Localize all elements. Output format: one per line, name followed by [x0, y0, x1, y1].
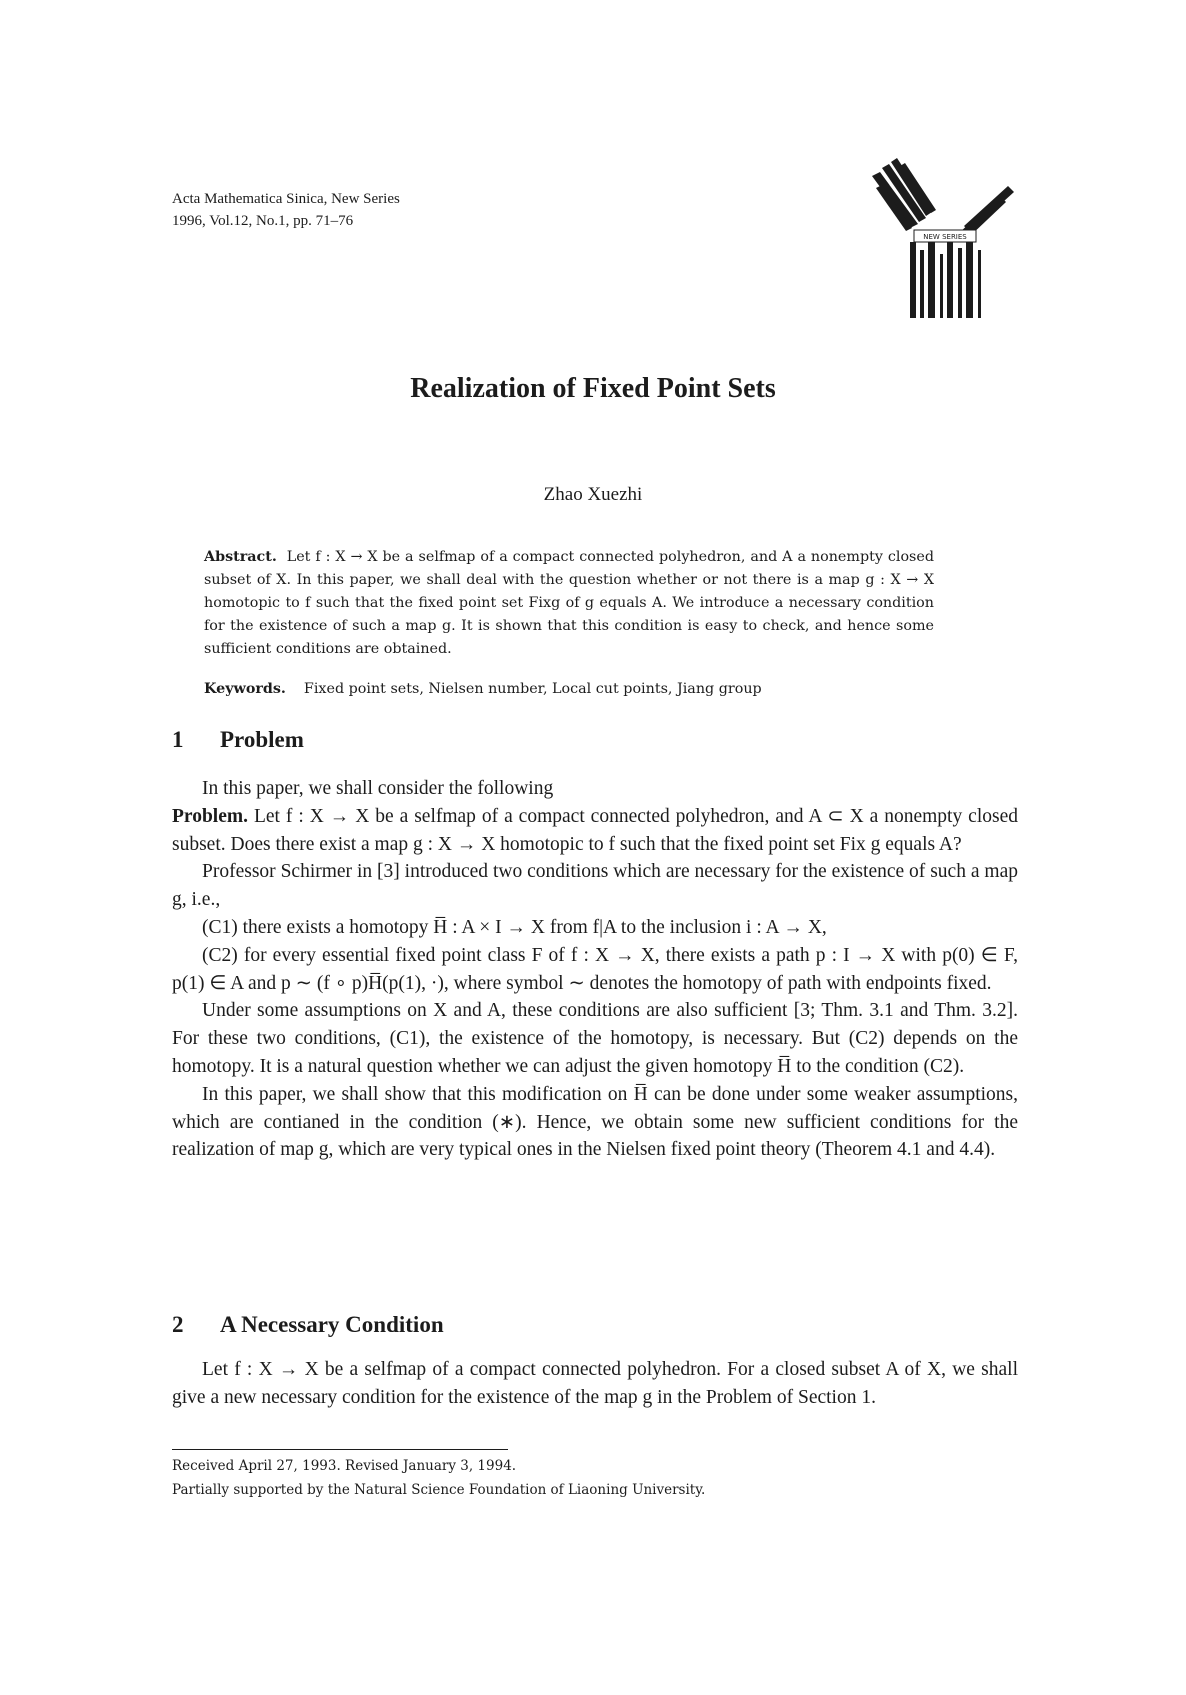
- section-1-intro: In this paper, we shall consider the following: [202, 778, 554, 799]
- footnote-received: Received April 27, 1993. Revised January 3, 1994.: [172, 1458, 517, 1474]
- section-2-number: 2: [172, 1312, 184, 1337]
- section-2-heading: [172, 1312, 444, 1338]
- abstract-label: Abstract.: [204, 549, 277, 565]
- section-2-title: A Necessary Condition: [220, 1312, 444, 1337]
- keywords-label: Keywords.: [204, 681, 286, 697]
- section-1-number: 1: [172, 727, 184, 752]
- journal-volume: 1996, Vol.12, No.1, pp. 71–76: [172, 213, 354, 229]
- keywords-text: Fixed point sets, Nielsen number, Local cut points, Jiang group: [303, 681, 762, 697]
- journal-logo-icon: [872, 158, 1014, 318]
- paragraph-under-assumptions: Under some assumptions on X and A, these conditions are also sufficient [3; Thm. 3.1 and Thm. 3.2]. For these two conditions, (C1), the existence of the homotopy, is necessary. But (C2) depends on the homotopy. It is a natural question whether we can adjust the given homotopy H̅ to the condition (C2).: [172, 1000, 1018, 1077]
- section-1-heading: [172, 727, 304, 753]
- journal-citation: [172, 188, 400, 232]
- paragraph-schirmer: Professor Schirmer in [3] introduced two conditions which are necessary for the existence of such a map g, i.e.,: [172, 861, 1018, 911]
- condition-c1: (C1) there exists a homotopy H̅ : A × I → X from f|A to the inclusion i : A → X,: [202, 916, 827, 938]
- footnote-divider: [172, 1449, 508, 1450]
- section-1-body: [172, 775, 1018, 1164]
- section-1-title: Problem: [220, 727, 304, 752]
- problem-label: Problem.: [172, 805, 249, 827]
- section-2-paragraph: Let f : X → X be a selfmap of a compact connected polyhedron. For a closed subset A of X, we shall give a new necessary condition for the existence of the map g in the Problem of Section 1.: [172, 1359, 1018, 1408]
- paragraph-in-this-paper: In this paper, we shall show that this modification on H̅ can be done under some weaker assumptions, which are contianed in the condition (∗). Hence, we obtain some new sufficient conditions for the realization of map g, which are very typical ones in the Nielsen fixed point theory (Theorem 4.1 and 4.4).: [172, 1083, 1018, 1161]
- condition-c2: (C2) for every essential fixed point class F of f : X → X, there exists a path p : I → X with p(0) ∈ F, p(1) ∈ A and p ∼ (f ∘ p)H̅(p(1), ·), where symbol ∼ denotes the homotopy of path with endpoints fixed.: [172, 944, 1018, 994]
- paper-author: Zhao Xuezhi: [543, 484, 643, 505]
- keywords: [204, 681, 964, 697]
- problem-statement: [172, 803, 1018, 859]
- abstract-text: Let f : X → X be a selfmap of a compact connected polyhedron, and A a nonempty closed subset of X. In this paper, we shall deal with the question whether or not there is a map g : X → X homotopic to f such that the fixed point set Fixg of g equals A. We introduce a necessary condition for the existence of such a map g. It is shown that this condition is easy to check, and hence some sufficient conditions are obtained.: [204, 549, 934, 657]
- section-2-body: [172, 1356, 1018, 1412]
- journal-name: Acta Mathematica Sinica, New Series: [172, 191, 400, 207]
- logo-band-text: NEW SERIES: [923, 233, 967, 241]
- paper-title: Realization of Fixed Point Sets: [410, 373, 776, 404]
- abstract: [204, 546, 934, 661]
- problem-text: Let f : X → X be a selfmap of a compact connected polyhedron, and A ⊂ X a nonempty closed subset. Does there exist a map g : X → X homotopic to f such that the fixed point set Fix g equals A?: [172, 805, 1018, 855]
- footnote-support: Partially supported by the Natural Science Foundation of Liaoning University.: [172, 1482, 706, 1498]
